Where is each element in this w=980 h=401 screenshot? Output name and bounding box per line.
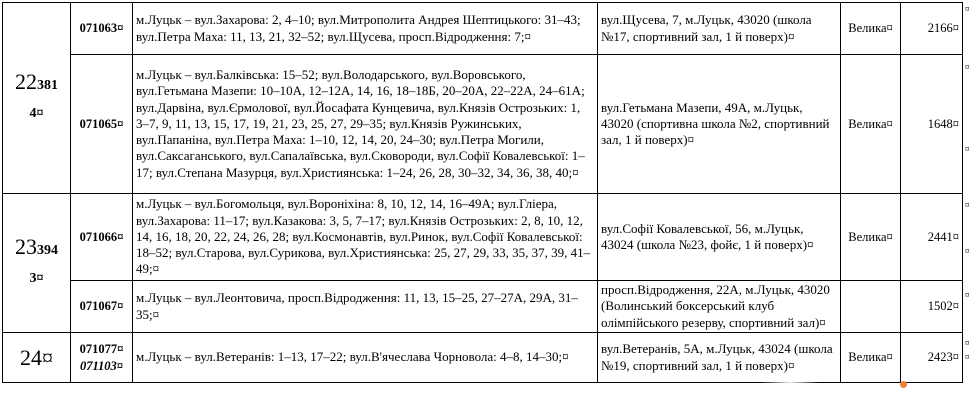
table-row: [3, 194, 963, 281]
station-number-secondary: 071103¤: [79, 358, 124, 373]
table-row: [3, 281, 963, 333]
table-row: [3, 55, 963, 194]
station-size: Велика¤: [841, 333, 901, 383]
paragraph-mark: ¤: [965, 4, 970, 14]
district-number-big: 22: [15, 69, 37, 94]
district-number-cell: [3, 3, 71, 194]
station-number: 071067¤: [71, 281, 133, 333]
station-size: Велика¤: [841, 3, 901, 55]
station-number-cell: [71, 333, 133, 383]
station-number: 071066¤: [71, 194, 133, 281]
station-place: вул.Гетьмана Мазепи, 49А, м.Луцьк, 43020 (спортивна школа №2, спортивний зал, 1 й поверх)¤: [598, 55, 841, 194]
paragraph-mark: ¤: [965, 246, 970, 256]
paragraph-mark: ¤: [965, 338, 970, 348]
cursor-dot: [900, 381, 907, 388]
station-streets: м.Луцьк – вул.Ветеранів: 1–13, 17–22; вул.В'ячеслава Чорновола: 4–8, 14–30;¤: [133, 333, 598, 383]
station-number: 071063¤: [71, 3, 133, 55]
station-voters: 2423¤: [901, 333, 963, 383]
polling-stations-table: [2, 2, 963, 383]
station-place: вул.Софії Ковалевської, 56, м.Луцьк, 43024 (школа №23, фойє, 1 й поверх)¤: [598, 194, 841, 281]
district-number-small: 394: [37, 243, 58, 258]
district-number-tail: 4¤: [29, 106, 44, 121]
station-place: просп.Відродження, 22А, м.Луцьк, 43020 (Волинський боксерський клуб олімпійського резерву, спортивний зал)¤: [598, 281, 841, 333]
paragraph-mark: ¤: [965, 352, 970, 362]
station-voters: 2166¤: [901, 3, 963, 55]
table-row: [3, 3, 963, 55]
district-number-big: 24¤: [20, 344, 53, 370]
station-voters: 1502¤: [901, 281, 963, 333]
station-size: [841, 281, 901, 333]
paragraph-mark: ¤: [965, 200, 970, 210]
station-number: 071065¤: [71, 55, 133, 194]
station-streets: м.Луцьк – вул.Балківська: 15–52; вул.Володарського, вул.Воровського, вул.Гетьмана Мазепи: 10–10А, 12–12А, 14, 16, 18–18Б, 20–20А, 22–22А, 24–61А; вул.Дарвіна, вул.Єрмолової, вул.Йосафата Кунцевича, вул.Князів Острозьких: 1, 3–7, 9, 11, 13, 15, 17, 19, 21, 23, 25, 27, 29–35; вул.Князів Ружинських, вул.Папаніна, вул.Петра Маха: 1–10, 12, 14, 20, 24–30; вул.Петра Могили, вул.Саксаганського, вул.Сапалаївська, вул.Сковороди, вул.Софії Ковалевської: 1–17; вул.Степана Мазурця, вул.Християнська: 1–24, 26, 28, 30–32, 34, 36, 38, 40;¤: [133, 55, 598, 194]
district-number-big: 23: [15, 234, 37, 259]
station-place: вул.Щусева, 7, м.Луцьк, 43020 (школа №17, спортивний зал, 1 й поверх)¤: [598, 3, 841, 55]
paragraph-mark: ¤: [965, 62, 970, 72]
district-number-cell: [3, 333, 71, 383]
station-voters: 1648¤: [901, 55, 963, 194]
paragraph-mark: ¤: [965, 144, 970, 154]
district-number-cell: [3, 194, 71, 333]
paragraph-mark: ¤: [965, 290, 970, 300]
station-place: вул.Ветеранів, 5А, м.Луцьк, 43024 (школа №19, спортивний зал, 1 й поверх)¤: [598, 333, 841, 383]
station-voters: 2441¤: [901, 194, 963, 281]
station-streets: м.Луцьк – вул.Леонтовича, просп.Відродження: 11, 13, 15–25, 27–27А, 29А, 31–35;¤: [133, 281, 598, 333]
station-number: 071077¤: [79, 342, 124, 357]
district-number-tail: 3¤: [29, 271, 44, 286]
district-number-small: 381: [37, 78, 58, 93]
station-size: Велика¤: [841, 55, 901, 194]
station-size: Велика¤: [841, 194, 901, 281]
station-streets: м.Луцьк – вул.Богомольця, вул.Вороніхіна: 8, 10, 12, 14, 16–49А; вул.Гліера, вул.Захарова: 11–17; вул.Казакова: 3, 5, 7–17; вул.Князів Острозьких: 2, 8, 10, 12, 14, 16, 18, 20, 22, 24, 26, 28; вул.Космонавтів, вул.Ринок, вул.Софії Ковалевської: 18–52; вул.Старова, вул.Сурикова, вул.Християнська: 25, 27, 29, 33, 35, 37, 39, 41–49;¤: [133, 194, 598, 281]
scan-artifact: [760, 373, 820, 393]
station-streets: м.Луцьк – вул.Захарова: 2, 4–10; вул.Митрополита Андрея Шептицького: 31–43; вул.Петра Маха: 11, 13, 21, 32–52; вул.Щусева, просп.Відродження: 7;¤: [133, 3, 598, 55]
